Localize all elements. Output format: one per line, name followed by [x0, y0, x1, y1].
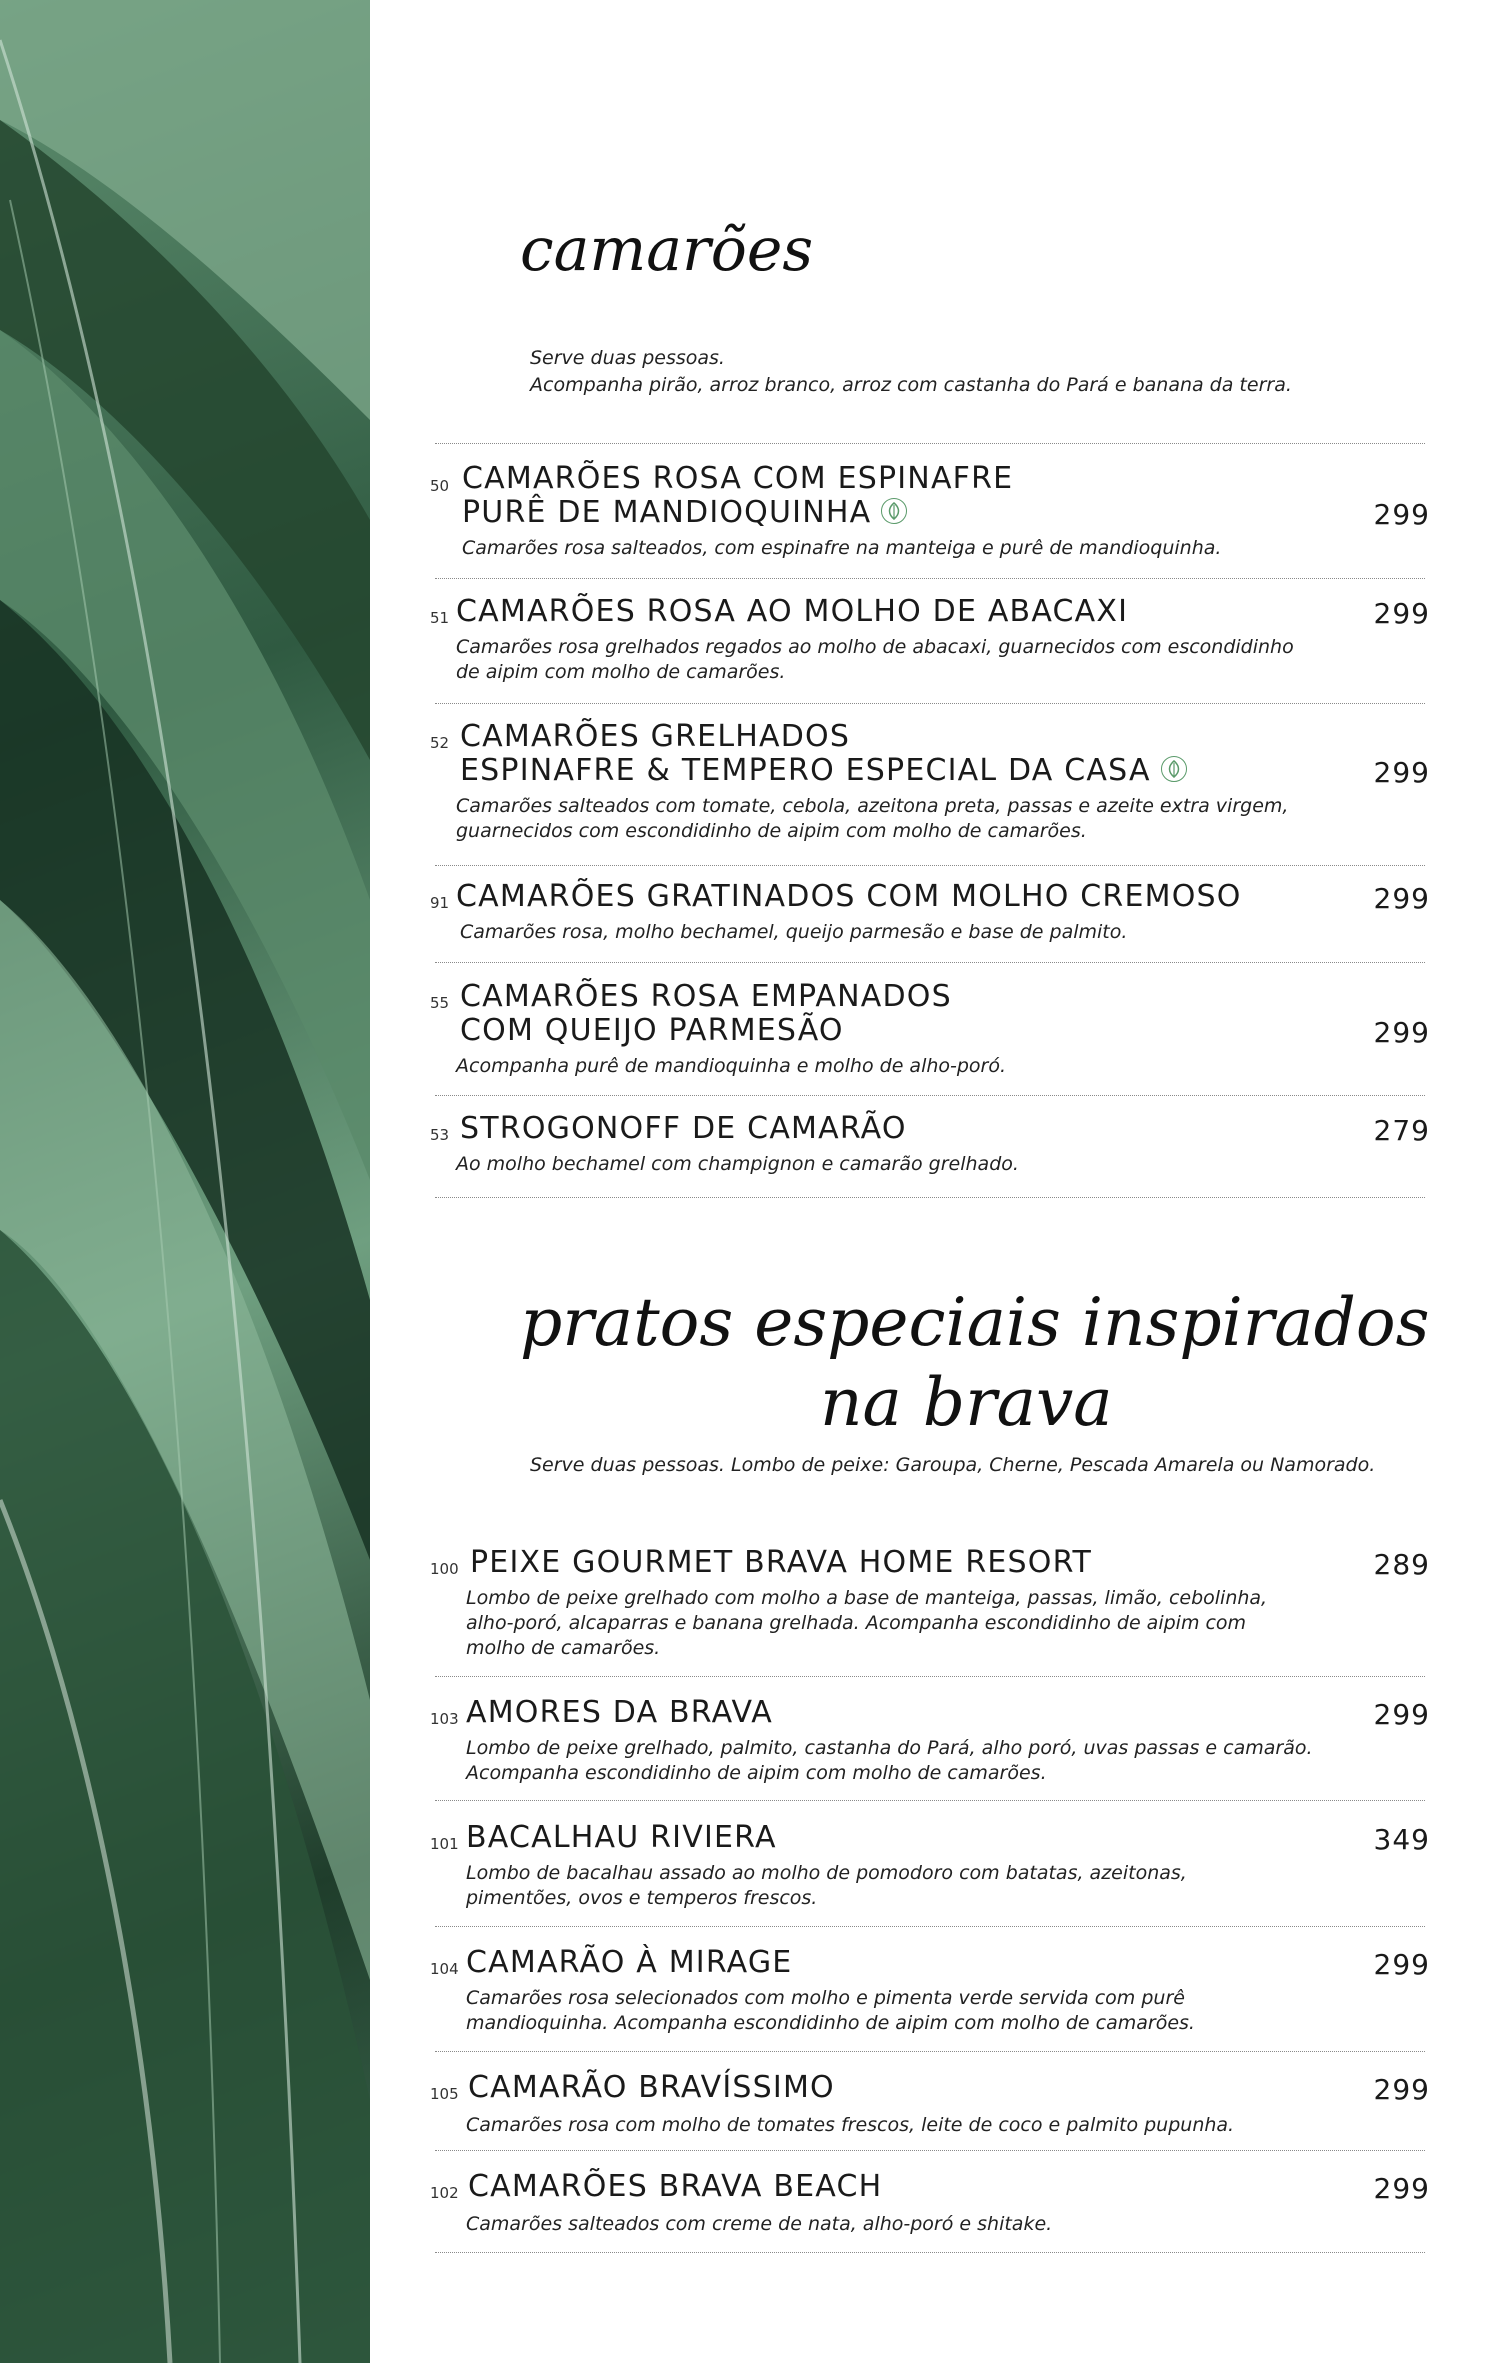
item-name: PEIXE GOURMET BRAVA HOME RESORT	[470, 1545, 1092, 1580]
item-description: Acompanha purê de mandioquinha e molho de alho-poró.	[456, 1055, 1007, 1077]
item-name-line: COM QUEIJO PARMESÃO	[460, 1013, 844, 1048]
item-description: Lombo de peixe grelhado, palmito, castanha do Pará, alho poró, uvas passas e camarão. Acompanha escondidinho de aipim com molho de camarões.	[466, 1737, 1313, 1784]
item-number: 105	[430, 2085, 459, 2103]
section-note-pratos-especiais: Serve duas pessoas. Lombo de peixe: Garoupa, Cherne, Pescada Amarela ou Namorado.	[530, 1454, 1376, 1476]
divider	[435, 1926, 1425, 1927]
item-description: Camarões rosa selecionados com molho e pimenta verde servida com purê mandioquinha. Acompanha escondidinho de aipim com molho de camarões.	[466, 1987, 1195, 2034]
item-number: 50	[430, 477, 450, 495]
item-description: Camarões rosa, molho bechamel, queijo parmesão e base de palmito.	[460, 921, 1128, 943]
item-price: 299	[1373, 2073, 1430, 2106]
item-number: 51	[430, 609, 450, 627]
item-description: Camarões rosa grelhados regados ao molho de abacaxi, guarnecidos com escondidinho de aipim com molho de camarões.	[456, 636, 1294, 683]
item-number: 102	[430, 2184, 459, 2202]
item-price: 299	[1373, 756, 1430, 789]
item-name: BACALHAU RIVIERA	[466, 1820, 777, 1855]
item-name: CAMARÃO BRAVÍSSIMO	[468, 2070, 835, 2105]
item-price: 299	[1373, 2172, 1430, 2205]
divider	[435, 443, 1425, 444]
item-number: 103	[430, 1710, 459, 1728]
divider	[435, 1676, 1425, 1677]
divider	[435, 2252, 1425, 2253]
leaf-illustration	[0, 0, 370, 2363]
divider	[435, 703, 1425, 704]
item-number: 55	[430, 994, 450, 1012]
section-title-camaroes: camarões	[520, 215, 814, 285]
item-name: CAMARÃO À MIRAGE	[466, 1945, 793, 1980]
divider	[435, 1197, 1425, 1198]
item-price: 299	[1373, 1016, 1430, 1049]
item-name: CAMARÕES GRATINADOS COM MOLHO CREMOSO	[456, 879, 1242, 914]
item-name-line: CAMARÕES ROSA EMPANADOS	[460, 979, 952, 1014]
item-name	[460, 980, 952, 1048]
item-price: 299	[1373, 597, 1430, 630]
section-title-pratos-especiais-line2: na brava	[820, 1364, 1113, 1441]
item-name-line: PURÊ DE MANDIOQUINHA	[462, 495, 872, 530]
item-price: 299	[1373, 498, 1430, 531]
divider	[435, 1800, 1425, 1801]
item-number: 53	[430, 1126, 450, 1144]
divider	[435, 865, 1425, 866]
divider	[435, 1095, 1425, 1096]
item-number: 101	[430, 1835, 459, 1853]
divider	[435, 2150, 1425, 2151]
item-description: Ao molho bechamel com champignon e camarão grelhado.	[456, 1153, 1019, 1175]
item-name-line: ESPINAFRE & TEMPERO ESPECIAL DA CASA	[460, 753, 1151, 788]
item-number: 52	[430, 734, 450, 752]
item-description: Camarões rosa salteados, com espinafre na manteiga e purê de mandioquinha.	[462, 537, 1222, 559]
item-name: AMORES DA BRAVA	[466, 1695, 773, 1730]
item-price: 299	[1373, 1698, 1430, 1731]
item-number: 104	[430, 1960, 459, 1978]
item-name: CAMARÕES BRAVA BEACH	[468, 2169, 883, 2204]
item-description: Lombo de bacalhau assado ao molho de pomodoro com batatas, azeitonas, pimentões, ovos e temperos frescos.	[466, 1862, 1187, 1909]
item-description: Camarões salteados com creme de nata, alho-poró e shitake.	[466, 2213, 1053, 2235]
section-note-camaroes	[530, 345, 1292, 399]
item-name	[460, 720, 1187, 788]
section-note-line: Serve duas pessoas.	[530, 347, 725, 369]
item-number: 91	[430, 894, 450, 912]
item-price: 279	[1373, 1114, 1430, 1147]
divider	[435, 2051, 1425, 2052]
menu-content	[370, 0, 1497, 2363]
leaf-photo-panel	[0, 0, 370, 2363]
divider	[435, 578, 1425, 579]
item-price: 289	[1373, 1548, 1430, 1581]
item-name-line: CAMARÕES GRELHADOS	[460, 719, 851, 754]
item-description: Camarões rosa com molho de tomates frescos, leite de coco e palmito pupunha.	[466, 2114, 1235, 2136]
leaf-badge-icon	[881, 498, 907, 524]
item-price: 299	[1373, 1948, 1430, 1981]
section-title-pratos-especiais: pratos especiais inspirados	[520, 1284, 1430, 1361]
item-number: 100	[430, 1560, 459, 1578]
leaf-badge-icon	[1161, 756, 1187, 782]
item-description: Camarões salteados com tomate, cebola, azeitona preta, passas e azeite extra virgem, guarnecidos com escondidinho de aipim com molho de camarões.	[456, 795, 1289, 842]
item-price: 349	[1373, 1823, 1430, 1856]
item-price: 299	[1373, 882, 1430, 915]
section-note-line: Acompanha pirão, arroz branco, arroz com castanha do Pará e banana da terra.	[530, 374, 1292, 396]
item-name	[462, 462, 1013, 530]
item-name: CAMARÕES ROSA AO MOLHO DE ABACAXI	[456, 594, 1129, 629]
item-name: STROGONOFF DE CAMARÃO	[460, 1111, 907, 1146]
item-name-line: CAMARÕES ROSA COM ESPINAFRE	[462, 461, 1014, 496]
divider	[435, 962, 1425, 963]
item-description: Lombo de peixe grelhado com molho a base de manteiga, passas, limão, cebolinha, alho-poró, alcaparras e banana grelhada. Acompanha escondidinho de aipim com molho de camarões.	[466, 1587, 1268, 1659]
